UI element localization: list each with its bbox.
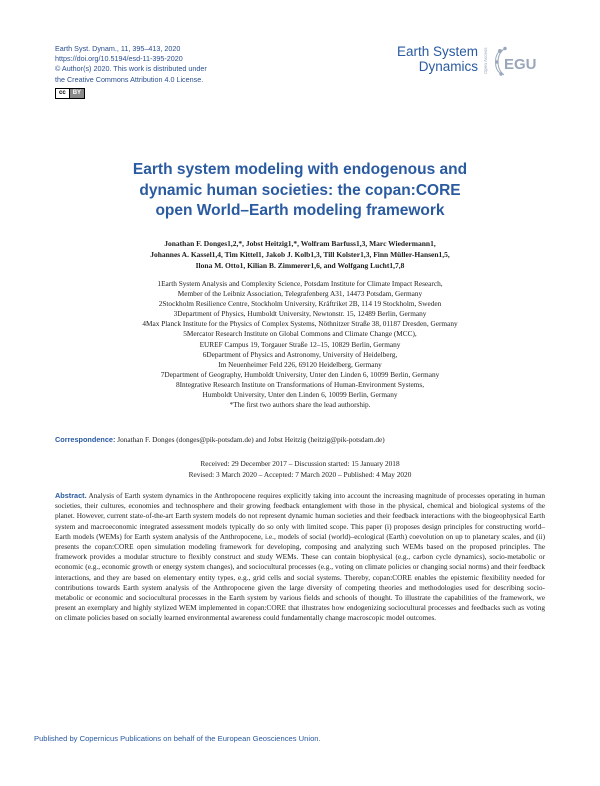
journal-name-line2: Dynamics	[418, 59, 478, 74]
citation-text: Earth Syst. Dynam., 11, 395–413, 2020	[55, 44, 181, 53]
dates-line-1: Received: 29 December 2017 – Discussion started: 15 January 2018	[200, 459, 400, 468]
abstract-text: Analysis of Earth system dynamics in the Anthropocene requires explicitly taking into account the increasing magnitude of processes operating in human societies, their cultures, economies and technosphere and their growing feedback entanglement with those in the physical, chemical and biological systems of the planet. However, current state-of-the-art Earth system models do not represent dynamic human societies and their feedback interactions with the biogeophysical Earth system and macroeconomic integrated assessment models typically do so only with limited scope. This paper (i) proposes design principles for constructing world–Earth models (WEMs) for Earth system analysis of the Anthropocene, i.e., models of social (world)–ecological (Earth) coevolution on up to planetary scales, and (ii) presents the copan:CORE open simulation modeling framework for developing, composing and analyzing such WEMs based on the proposed principles. The framework provides a modular structure to flexibly construct and study WEMs. These can contain biophysical (e.g., carbon cycle dynamics), socio-metabolic or economic (e.g., economic growth or energy system changes), and sociocultural processes (e.g., voting on climate policies or changing social norms) and their feedback interactions, and they are based on elementary entity types, e.g., grid cells and social systems. Thereby, copan:CORE enables the epistemic flexibility needed for contributions towards Earth system analysis of the Anthropocene given the large diversity of competing theories and methodologies used for describing socio-metabolic or economic and sociocultural processes in the Earth system by various fields and schools of thought. To illustrate the capabilities of the framework, we present an exemplary and highly stylized WEM implemented in copan:CORE that illustrates how endogenizing sociocultural processes and feedbacks such as voting on climate policies based on socially learned environmental awareness could fundamentally change macroscopic model outcomes.	[55, 491, 545, 623]
affiliation-line: Im Neuenheimer Feld 226, 69120 Heidelberg, Germany	[218, 359, 382, 369]
correspondence-label: Correspondence:	[55, 435, 116, 444]
cc-by-badge[interactable]	[55, 88, 85, 99]
authors-line-1: Jonathan F. Donges1,2,*, Jobst Heitzig1,*, Wolfram Barfuss1,3, Marc Wiedermann1,	[164, 239, 436, 248]
correspondence-text: Jonathan F. Donges (donges@pik-potsdam.de) and Jobst Heitzig (heitzig@pik-potsdam.de)	[117, 435, 385, 444]
by-label: BY	[70, 89, 84, 98]
title-line-1: Earth system modeling with endogenous and	[132, 161, 468, 178]
citation-block	[55, 44, 315, 99]
doi-link[interactable]: https://doi.org/10.5194/esd-11-395-2020	[55, 54, 183, 64]
abstract	[55, 491, 545, 624]
title-line-2: dynamic human societies: the copan:CORE	[139, 181, 461, 199]
authors-line-3: Ilona M. Otto1, Kilian B. Zimmerer1,6, and Wolfgang Lucht1,7,8	[195, 261, 405, 271]
authors-line-2: Johannes A. Kassel1,4, Tim Kittel1, Jakob J. Kolb1,3, Till Kolster1,3, Finn Müller-Hansen1,5,	[150, 250, 450, 260]
affiliation-line: 1Earth System Analysis and Complexity Science, Potsdam Institute for Climate Impact Research,	[157, 279, 443, 288]
license-text[interactable]: the Creative Commons Attribution 4.0 License.	[55, 74, 204, 84]
abstract-label: Abstract.	[55, 491, 87, 500]
affiliation-line: Member of the Leibniz Association, Telegrafenberg A31, 14473 Potsdam, Germany	[177, 289, 423, 299]
affiliation-line: 7Department of Geography, Humboldt University, Unter den Linden 6, 10099 Berlin, Germany	[160, 369, 440, 379]
affiliation-line: 8Integrative Research Institute on Transformations of Human-Environment Systems,	[175, 379, 425, 389]
copyright-text: © Author(s) 2020. This work is distributed under	[55, 64, 207, 74]
publisher-footer: Published by Copernicus Publications on behalf of the European Geosciences Union.	[34, 734, 321, 743]
egu-logo-text: EGU	[504, 56, 537, 73]
journal-name-line1: Earth System	[396, 44, 478, 59]
journal-name	[392, 44, 478, 74]
egu-logo-icon	[492, 45, 542, 79]
title-line-3: open World–Earth modeling framework	[155, 202, 445, 219]
cc-label: cc	[56, 89, 70, 98]
publication-dates	[60, 458, 540, 480]
correspondence	[55, 435, 545, 445]
affiliation-line: 5Mercator Research Institute on Global Commons and Climate Change (MCC),	[183, 329, 417, 339]
affiliation-line: 3Department of Physics, Humboldt University, Newtonstr. 15, 12489 Berlin, Germany	[173, 309, 427, 319]
paper-title	[60, 160, 540, 222]
author-list	[60, 238, 540, 272]
journal-logo	[392, 42, 552, 92]
open-access-label: Open Access	[483, 47, 488, 75]
affiliations	[60, 279, 540, 410]
dates-line-2: Revised: 3 March 2020 – Accepted: 7 March 2020 – Published: 4 May 2020	[188, 470, 412, 480]
affiliation-line: 4Max Planck Institute for the Physics of Complex Systems, Nöthnitzer Straße 38, 01187 Dresden, Germany	[142, 319, 458, 329]
affiliation-line: 6Department of Physics and Astronomy, University of Heidelberg,	[202, 349, 398, 359]
affiliation-line: *The first two authors share the lead authorship.	[229, 400, 371, 410]
affiliation-line: 2Stockholm Resilience Centre, Stockholm University, Kräftriket 2B, 114 19 Stockholm, Sweden	[158, 299, 442, 309]
affiliation-line: Humboldt University, Unter den Linden 6, 10099 Berlin, Germany	[202, 390, 398, 400]
affiliation-line: EUREF Campus 19, Torgauer Straße 12–15, 10829 Berlin, Germany	[199, 339, 401, 349]
